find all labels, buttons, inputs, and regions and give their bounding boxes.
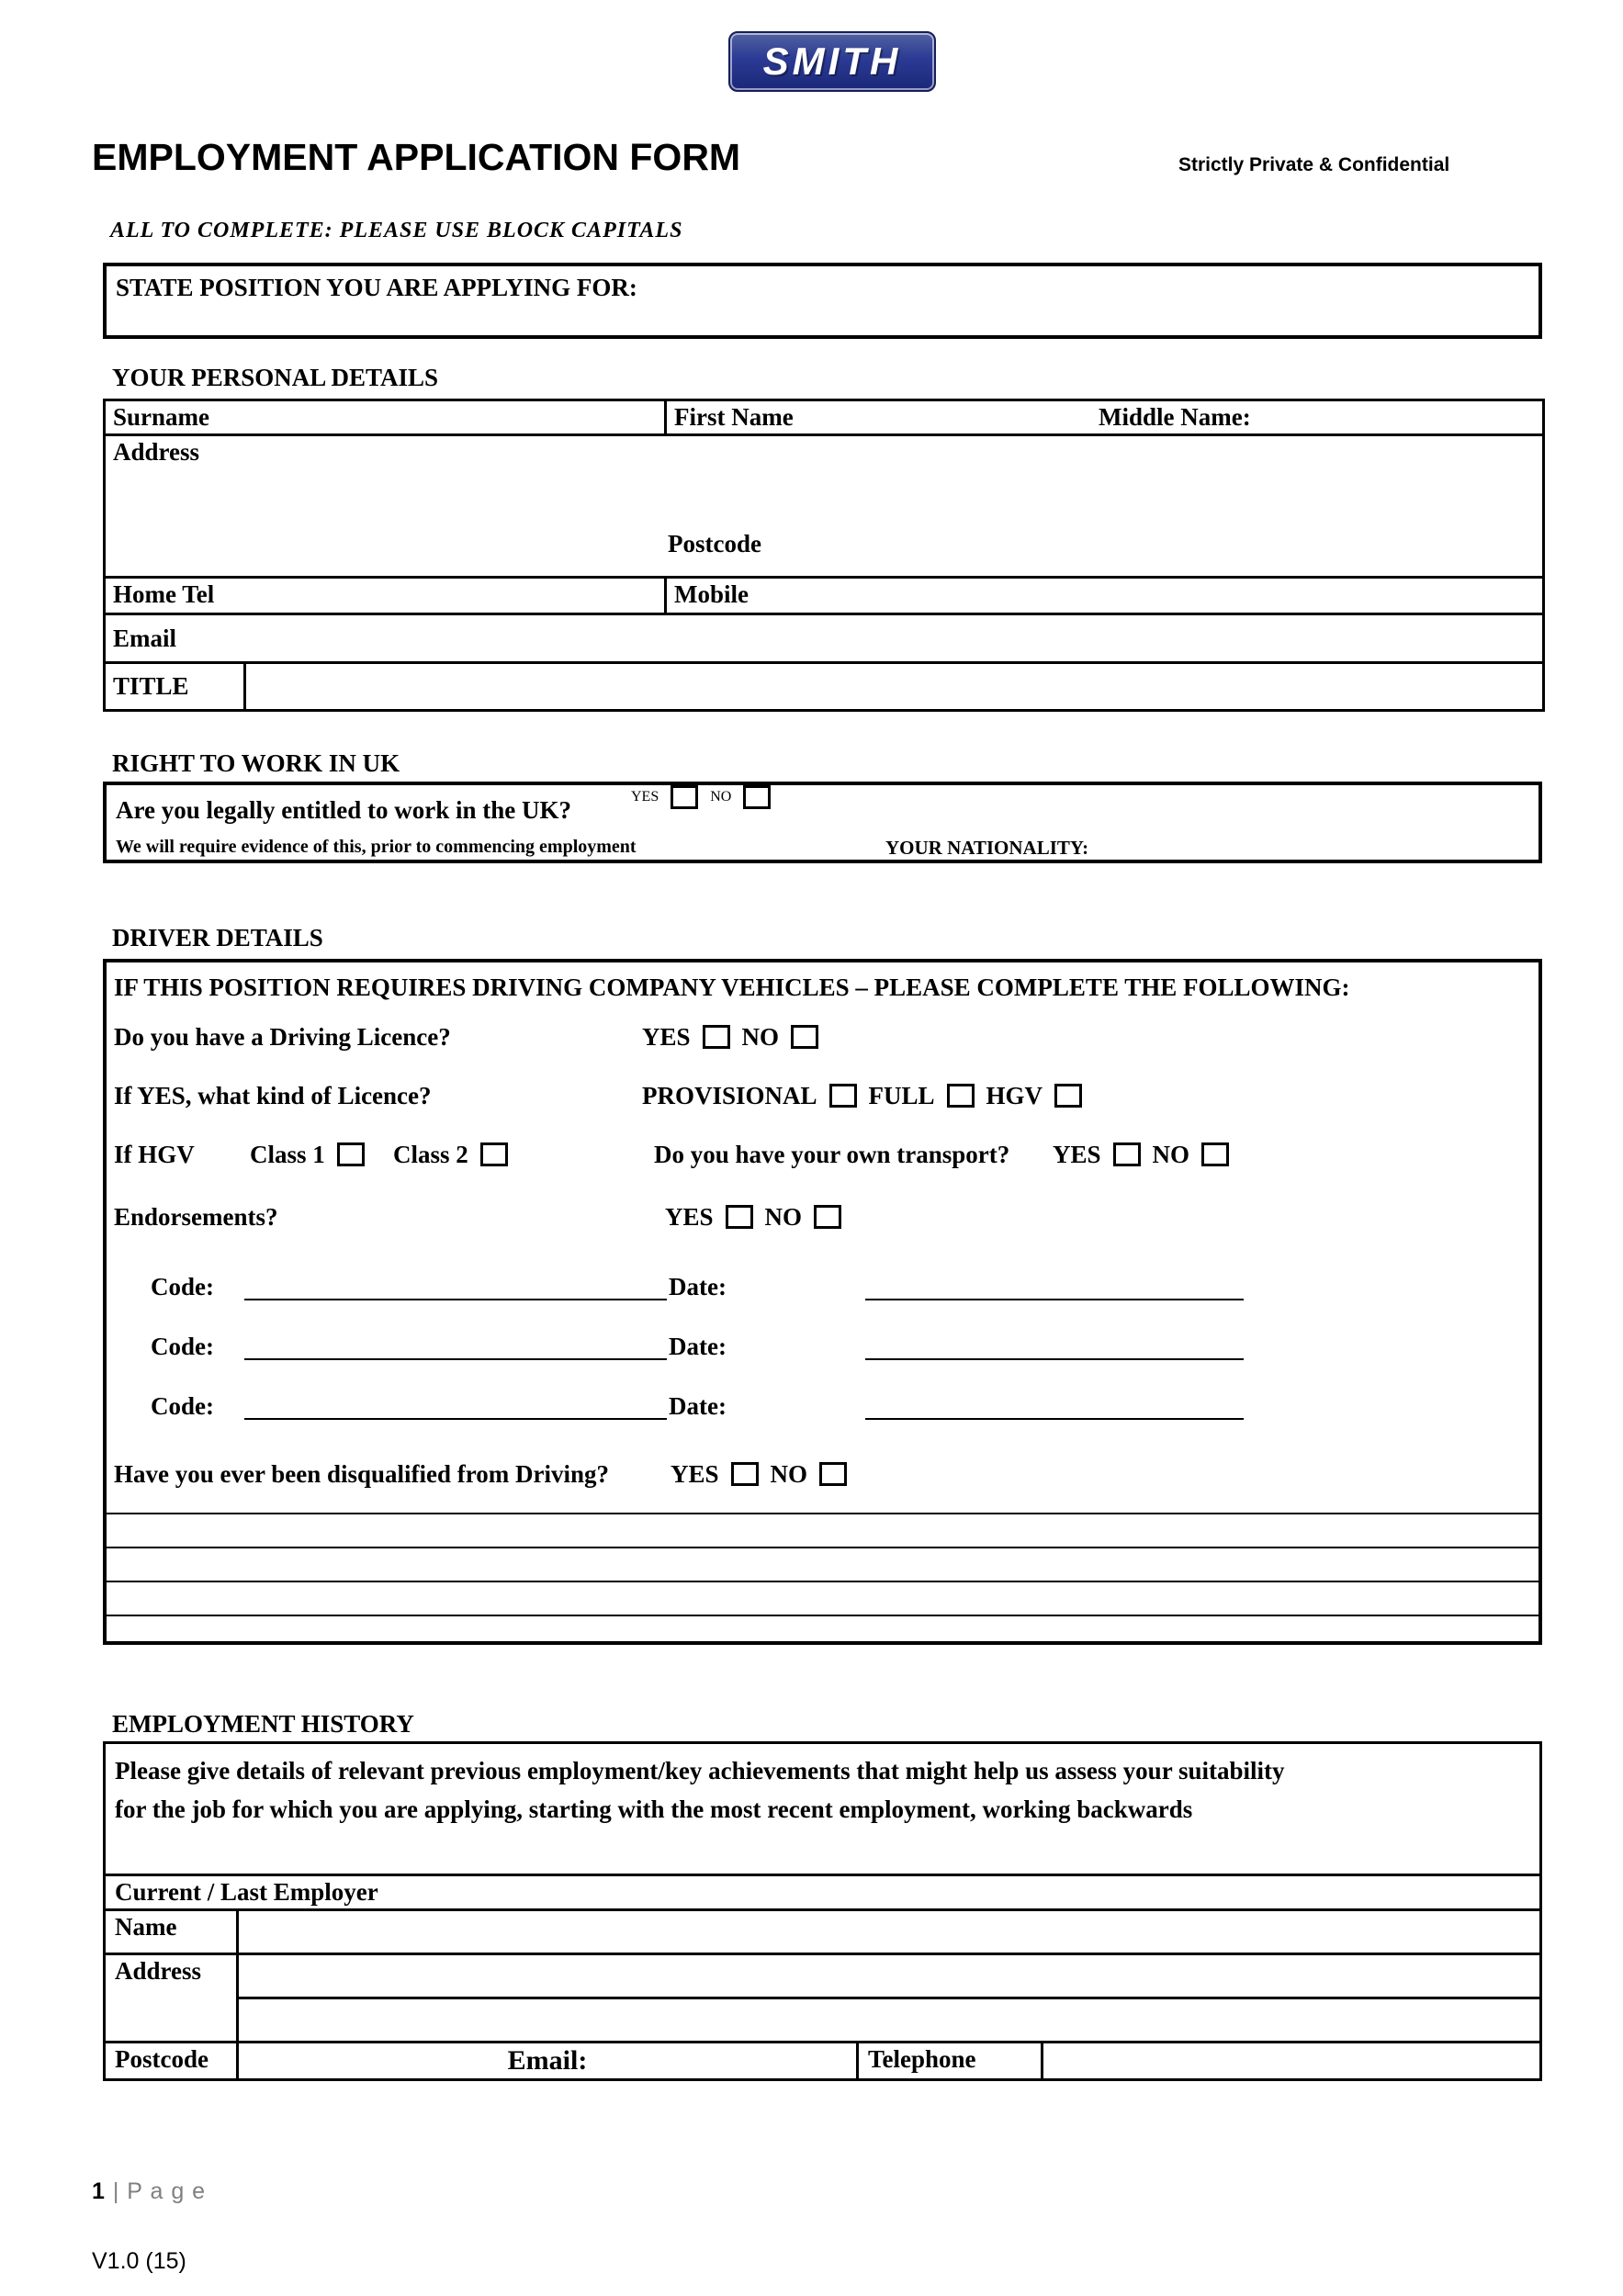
provisional-checkbox[interactable] [829, 1084, 857, 1108]
nationality-label[interactable]: YOUR NATIONALITY: [885, 837, 1089, 859]
employer-address-label-cell [105, 1954, 238, 2043]
code-date-row [107, 1331, 1538, 1362]
right-to-work-options [631, 785, 771, 809]
yes-label: YES [631, 789, 659, 805]
employer-telephone-cell[interactable] [858, 2043, 1043, 2080]
employer-postcode-cell[interactable] [105, 2043, 238, 2080]
employer-address-input-row-1[interactable] [238, 1954, 1541, 1998]
employer-name-label-cell [105, 1910, 238, 1954]
rtw-no-checkbox[interactable] [743, 785, 771, 809]
personal-details-table [103, 399, 1545, 712]
blank-answer-line[interactable] [107, 1615, 1538, 1616]
yes-label: YES [665, 1203, 714, 1231]
block-capitals-instruction: ALL TO COMPLETE: PLEASE USE BLOCK CAPITALS [110, 219, 683, 242]
employer-email-cell[interactable] [238, 2043, 858, 2080]
date-label: Date: [669, 1392, 727, 1420]
full-label: FULL [868, 1082, 935, 1109]
code-input-line-1[interactable] [244, 1271, 667, 1300]
no-label: NO [764, 1203, 803, 1231]
yes-label: YES [642, 1023, 691, 1051]
employer-email-label: Email: [507, 2045, 588, 2076]
date-input-line-3[interactable] [865, 1390, 1244, 1420]
hgv-checkbox[interactable] [1054, 1084, 1082, 1108]
endorsements-options [665, 1201, 841, 1232]
code-date-row [107, 1271, 1538, 1302]
table-row [105, 1875, 1541, 1910]
licence-no-checkbox[interactable] [791, 1025, 818, 1049]
no-label: NO [741, 1023, 780, 1051]
endorsements-row [107, 1201, 1538, 1232]
own-transport-question: Do you have your own transport? [654, 1141, 1010, 1168]
table-row [105, 1910, 1541, 1954]
page-word: | P a g e [112, 2178, 207, 2204]
email-cell[interactable] [105, 614, 1544, 663]
full-checkbox[interactable] [947, 1084, 975, 1108]
code-label: Code: [151, 1333, 214, 1360]
blank-answer-line[interactable] [107, 1513, 1538, 1514]
surname-label: Surname [113, 403, 210, 431]
driver-details-box [103, 959, 1542, 1645]
first-middle-name-cell[interactable] [666, 400, 1544, 435]
rtw-yes-checkbox[interactable] [671, 785, 698, 809]
table-row [105, 400, 1544, 435]
code-date-row [107, 1390, 1538, 1422]
no-label: NO [770, 1460, 808, 1488]
table-row [105, 1998, 1541, 2043]
confidential-label: Strictly Private & Confidential [1178, 154, 1450, 175]
hgv-label: HGV [986, 1082, 1043, 1109]
disqualified-row [107, 1458, 1538, 1490]
driving-licence-row [107, 1021, 1538, 1052]
employment-history-table [103, 1874, 1542, 2081]
disqualified-yes-checkbox[interactable] [731, 1462, 759, 1486]
yes-label: YES [1053, 1141, 1101, 1168]
title-input-cell[interactable] [245, 663, 1544, 711]
class1-checkbox[interactable] [337, 1142, 365, 1166]
employer-postcode-label: Postcode [115, 2045, 209, 2073]
right-to-work-heading: RIGHT TO WORK IN UK [112, 749, 400, 777]
employer-name-input-cell[interactable] [238, 1910, 1541, 1954]
smith-logo-text: SMITH [762, 39, 902, 83]
licence-kind-row [107, 1080, 1538, 1111]
employer-address-label: Address [115, 1957, 202, 1985]
disqualified-question: Have you ever been disqualified from Driving? [114, 1460, 609, 1488]
driver-intro: IF THIS POSITION REQUIRES DRIVING COMPANY VEHICLES – PLEASE COMPLETE THE FOLLOWING: [114, 974, 1350, 1001]
code-input-line-3[interactable] [244, 1390, 667, 1420]
table-row [105, 578, 1544, 614]
class1-option [250, 1139, 365, 1170]
page-footer [92, 2178, 206, 2205]
employment-intro-line1: Please give details of relevant previous employment/key achievements that might help us assess your suitability [115, 1757, 1285, 1784]
first-name-label: First Name [674, 403, 794, 431]
class2-label: Class 2 [393, 1141, 468, 1168]
right-to-work-box [103, 782, 1542, 863]
table-row [105, 2043, 1541, 2080]
position-applying-box[interactable] [103, 263, 1542, 339]
address-label: Address [113, 438, 200, 466]
employer-telephone-label: Telephone [868, 2045, 976, 2073]
date-label: Date: [669, 1333, 727, 1360]
evidence-note: We will require evidence of this, prior to commencing employment [116, 837, 637, 857]
no-label: NO [710, 789, 732, 805]
current-employer-cell [105, 1875, 1541, 1910]
table-row [105, 435, 1544, 578]
date-input-line-2[interactable] [865, 1331, 1244, 1360]
endorsements-yes-checkbox[interactable] [726, 1205, 753, 1229]
blank-answer-line[interactable] [107, 1547, 1538, 1548]
hgv-class-row [107, 1139, 1538, 1170]
page-number: 1 [92, 2178, 106, 2204]
driver-details-heading: DRIVER DETAILS [112, 924, 323, 951]
page-title: EMPLOYMENT APPLICATION FORM [92, 136, 741, 178]
position-applying-label: STATE POSITION YOU ARE APPLYING FOR: [116, 274, 637, 301]
yes-label: YES [671, 1460, 719, 1488]
employment-history-heading: EMPLOYMENT HISTORY [112, 1710, 414, 1738]
endorsements-no-checkbox[interactable] [814, 1205, 841, 1229]
employer-name-label: Name [115, 1913, 177, 1941]
driving-licence-question: Do you have a Driving Licence? [114, 1023, 451, 1051]
class1-label: Class 1 [250, 1141, 325, 1168]
right-to-work-question: Are you legally entitled to work in the UK? [116, 796, 571, 824]
driving-licence-options [642, 1021, 818, 1052]
home-tel-label: Home Tel [113, 580, 215, 608]
disqualified-no-checkbox[interactable] [819, 1462, 847, 1486]
date-label: Date: [669, 1273, 727, 1300]
class2-checkbox[interactable] [480, 1142, 508, 1166]
middle-name-label: Middle Name: [1099, 403, 1251, 431]
address-cell[interactable] [105, 435, 1544, 578]
code-input-line-2[interactable] [244, 1331, 667, 1360]
employer-telephone-input-cell[interactable] [1043, 2043, 1541, 2080]
own-transport-options [1053, 1139, 1229, 1170]
blank-answer-line[interactable] [107, 1581, 1538, 1582]
employer-address-input-row-2[interactable] [238, 1998, 1541, 2043]
code-label: Code: [151, 1392, 214, 1420]
email-label: Email [113, 624, 177, 652]
postcode-label: Postcode [668, 530, 761, 557]
code-label: Code: [151, 1273, 214, 1300]
class2-option [393, 1139, 508, 1170]
title-label: TITLE [113, 672, 189, 700]
no-label: NO [1152, 1141, 1190, 1168]
home-tel-cell[interactable] [105, 578, 666, 614]
table-row [105, 1954, 1541, 1998]
provisional-label: PROVISIONAL [642, 1082, 817, 1109]
employment-intro-line2: for the job for which you are applying, starting with the most recent employment, working backwards [115, 1795, 1193, 1823]
transport-yes-checkbox[interactable] [1113, 1142, 1141, 1166]
transport-no-checkbox[interactable] [1201, 1142, 1229, 1166]
mobile-cell[interactable] [666, 578, 1544, 614]
mobile-label: Mobile [674, 580, 750, 608]
if-hgv-label: If HGV [114, 1141, 195, 1168]
surname-cell[interactable] [105, 400, 666, 435]
employment-history-intro [103, 1741, 1542, 1874]
licence-kind-options [642, 1080, 1082, 1111]
table-row [105, 614, 1544, 663]
disqualified-options [671, 1458, 847, 1490]
date-input-line-1[interactable] [865, 1271, 1244, 1300]
licence-kind-question: If YES, what kind of Licence? [114, 1082, 432, 1109]
personal-details-heading: YOUR PERSONAL DETAILS [112, 364, 439, 391]
smith-logo [728, 31, 936, 92]
table-row [105, 663, 1544, 711]
current-employer-label: Current / Last Employer [115, 1878, 378, 1906]
endorsements-question: Endorsements? [114, 1203, 278, 1231]
licence-yes-checkbox[interactable] [703, 1025, 730, 1049]
version-label: V1.0 (15) [92, 2248, 186, 2274]
title-label-cell [105, 663, 245, 711]
